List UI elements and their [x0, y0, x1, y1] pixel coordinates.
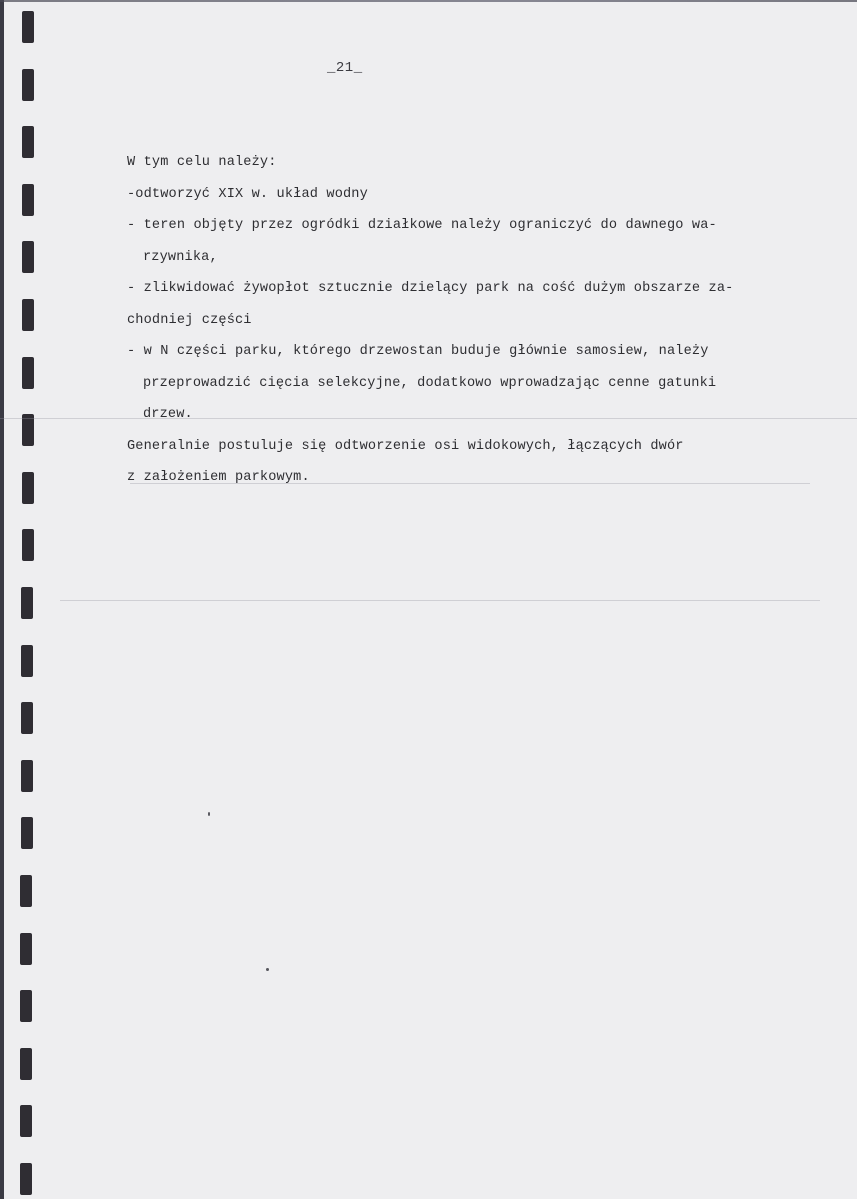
list-item-allotments-cont: rzywnika, [143, 249, 218, 265]
binding-hole [21, 817, 33, 849]
binding-hole [22, 126, 34, 158]
list-item-allotments: - teren objęty przez ogródki działkowe należy ograniczyć do dawnego wa- [127, 218, 717, 233]
list-item-north-part-cont-2: drzew. [143, 407, 193, 422]
binding-hole [22, 299, 34, 331]
binding-hole [22, 357, 34, 389]
binding-hole [21, 702, 33, 734]
binding-hole [22, 241, 34, 273]
list-item-north-part-cont-1: przeprowadzić cięcia selekcyjne, dodatkowo wprowadzając cenne gatunki [143, 375, 717, 391]
binding-hole [20, 1163, 32, 1195]
document-body [127, 153, 777, 500]
list-item-hedge-cont: chodniej części [127, 312, 252, 328]
binding-hole [20, 1105, 32, 1137]
scan-artifact-line [0, 418, 857, 419]
binding-hole [22, 184, 34, 216]
binding-hole [20, 875, 32, 907]
list-item-hedge: - zlikwidować żywopłot sztucznie dzielący park na cość dużym obszarze za- [127, 281, 734, 296]
binding-hole [22, 529, 34, 561]
scan-artifact-line [130, 483, 810, 484]
binding-hole [20, 933, 32, 965]
paper-speck [208, 812, 210, 816]
scan-artifact-line [60, 600, 820, 601]
paper-speck [266, 968, 269, 971]
binding-hole [22, 69, 34, 101]
page-number: _21_ [327, 60, 363, 76]
binding-hole [21, 645, 33, 677]
conclusion-line-1: Generalnie postuluje się odtworzenie osi widokowych, łączących dwór [127, 438, 684, 454]
binding-hole [22, 11, 34, 43]
binding-hole [20, 990, 32, 1022]
scan-left-edge [0, 0, 4, 1199]
conclusion-line-2: z założeniem parkowym. [127, 470, 310, 485]
scan-top-edge [0, 0, 857, 2]
binding-hole [21, 587, 33, 619]
binding-holes-strip [20, 0, 34, 1199]
list-item-north-part: - w N części parku, którego drzewostan buduje głównie samosiew, należy [127, 344, 709, 359]
intro-line: W tym celu należy: [127, 155, 277, 170]
binding-hole [20, 1048, 32, 1080]
binding-hole [21, 760, 33, 792]
list-item-water-system: -odtworzyć XIX w. układ wodny [127, 186, 368, 202]
binding-hole [22, 472, 34, 504]
